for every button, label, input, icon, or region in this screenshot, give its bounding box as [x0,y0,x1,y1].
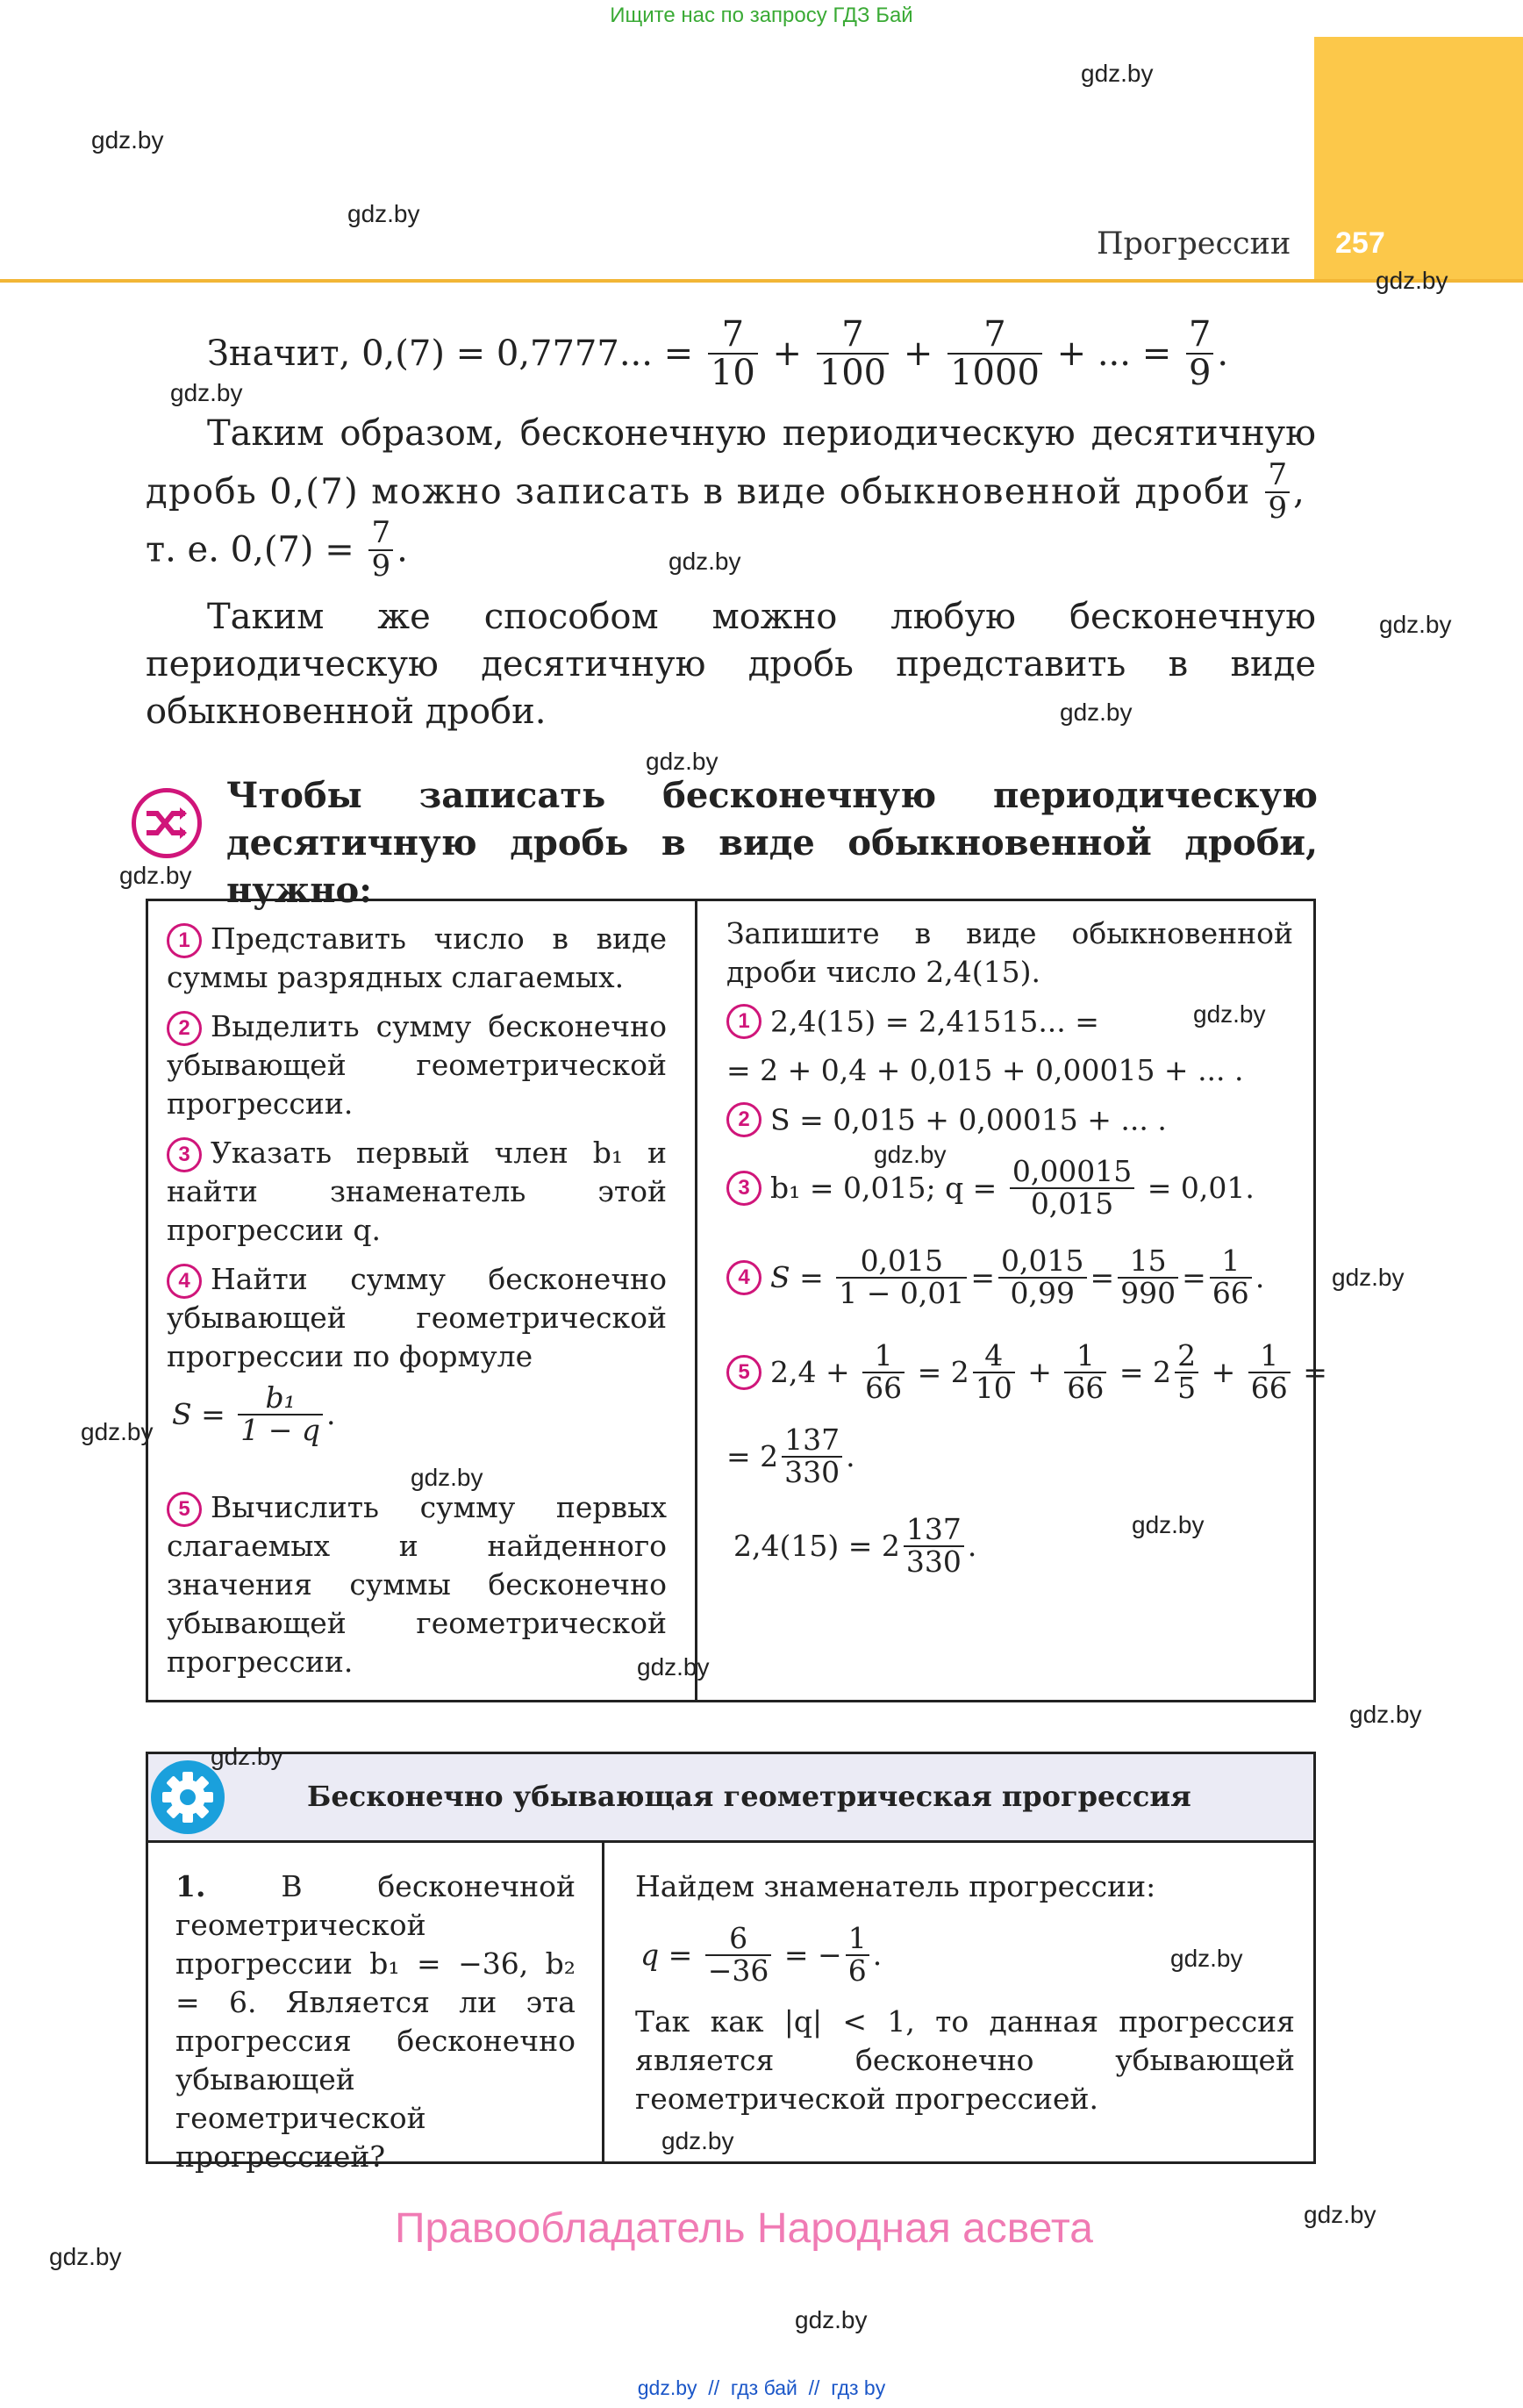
frac-den: 9 [1268,490,1288,526]
para2-text: дробь 0,(7) можно записать в виде обыкновенной дроби [146,471,1251,512]
gear-svg [151,1760,225,1834]
step-3 [167,1134,667,1250]
shuffle-icon [136,792,197,854]
watermark: gdz.by [874,1141,947,1168]
frac-den: 330 [905,1544,962,1579]
frac-num: 6 [705,1924,772,1956]
math-text: S = 0,015 + 0,00015 + ... . [770,1102,1167,1137]
frac-num: 4 [973,1341,1015,1373]
fraction [705,1921,772,1988]
watermark: gdz.by [1060,699,1133,726]
example-badge-3: 3 [726,1171,762,1206]
step-text: Выделить сумму бесконечно убывающей геометрической прогрессии. [167,1009,667,1121]
watermark: gdz.by [1376,267,1448,294]
frac-num: 7 [368,518,393,551]
page-number: 257 [1335,226,1385,260]
math-text: b₁ = 0,015; q = [770,1171,997,1206]
math-text: 2,4 + [770,1355,850,1390]
fraction-7-9 [1265,457,1290,526]
paragraph-2-line3: т. е. 0,(7) = $\frac{7}{9}$ . [146,515,408,584]
fraction [1248,1338,1291,1405]
exercise-conclusion: Так как |q| < 1, то данная прогрессия является бесконечно убывающей геометрической прогрессией. [635,2004,1295,2116]
exercise-solution-intro: Найдем знаменатель прогрессии: [635,1869,1156,1903]
frac-den: 0,015 [1030,1186,1114,1221]
rule-icon [132,788,202,858]
math-text: q = [640,1938,693,1973]
frac-den: 1 − q [240,1412,320,1447]
step-text: Указать первый член b₁ и найти знаменатель этой прогрессии q. [167,1136,667,1247]
frac-num: 15 [1118,1246,1178,1279]
math-text: = 2 [917,1355,969,1390]
fraction-q [1010,1154,1134,1221]
fraction-7-10 [708,316,758,391]
frac-num: 0,015 [836,1246,967,1279]
frac-num: 137 [782,1425,842,1458]
algorithm-divider [695,899,697,1702]
frac-den: 66 [865,1370,903,1405]
example-badge-5: 5 [726,1355,762,1390]
math-text: 2,4(15) = 2 [733,1529,900,1564]
fraction-7-100 [817,316,889,391]
example-answer: 2,4(15) = 2 $\frac{137}{330}$ . [733,1512,977,1579]
header-rule [0,279,1523,283]
watermark: gdz.by [1304,2201,1376,2228]
example-step-5b: = 2 $\frac{137}{330}$ . [726,1423,855,1489]
frac-den: 5 [1177,1370,1197,1405]
example-step-5: 5 2,4 + $\frac{1}{66}$ = 2 $\frac{4}{10}$ + $\frac{1}{66}$ = 2 $\frac{2}{5}$ + $\frac{1}{66}$ = [726,1341,1327,1403]
equation-repeating-7: Значит, 0,(7) = 0,7777... = $\frac{7}{10}$ + $\frac{7}{100}$ + $\frac{7}{1000}$ + ... = $\frac{7}{9}$ . [207,314,1229,393]
step-4-formula: S = $\frac{\text{b₁}}{1 - q}$ . [172,1380,336,1447]
exercise-task [175,1867,576,2176]
frac-num: 1 [1064,1341,1106,1373]
watermark: gdz.by [1332,1264,1405,1291]
frac-num: b₁ [238,1383,323,1415]
frac-den: 100 [819,353,887,393]
section-title: Прогрессии [1097,226,1291,262]
step-2-badge: 2 [167,1011,202,1046]
step-4-badge: 4 [167,1264,202,1299]
watermark: gdz.by [1170,1945,1243,1972]
fraction [846,1921,869,1988]
fraction [782,1425,842,1487]
fraction [998,1243,1086,1310]
step-text: Вычислить сумму первых слагаемых и найденного значения суммы бесконечно убывающей геометрической прогрессии. [167,1490,667,1679]
frac-den: 10 [975,1370,1012,1405]
frac-den: 6 [847,1953,867,1988]
frac-num: 7 [1186,316,1213,355]
task-text: В бесконечной геометрической прогрессии b₁ = −36, b₂ = 6. Является ли эта прогрессия бесконечно убывающей геометрической прогрессией? [175,1869,576,2174]
frac-num: 7 [708,316,758,355]
watermark: gdz.by [1193,1000,1266,1028]
fraction [904,1512,964,1579]
task-number: 1. [175,1869,206,1903]
frac-num: 0,015 [998,1246,1086,1279]
watermark: gdz.by [1081,60,1154,87]
frac-den: 66 [1250,1370,1288,1405]
step-4 [167,1260,667,1376]
example-badge-1: 1 [726,1004,762,1039]
watermark: gdz.by [1379,611,1452,638]
frac-num: 1 [846,1924,869,1956]
watermark: gdz.by [1132,1511,1205,1538]
paragraph-2-line2: дробь 0,(7) можно записать в виде обыкновенной дроби $\frac{7}{9}$ , [146,457,1305,526]
fraction [1118,1243,1178,1310]
frac-num: 1 [1210,1246,1252,1279]
step-1-badge: 1 [167,923,202,958]
frac-den: 66 [1212,1275,1249,1310]
copyright: Правообладатель Народная асвета [395,2205,1093,2252]
example-task: Запишите в виде обыкновенной дроби число 2,4(15). [726,916,1293,989]
exercise-box-title: Бесконечно убывающая геометрическая прогрессия [307,1780,1191,1813]
step-3-badge: 3 [167,1137,202,1172]
watermark: gdz.by [49,2243,122,2270]
frac-den: 66 [1067,1370,1105,1405]
gear-icon [151,1760,225,1834]
frac-den: 9 [371,548,391,584]
watermark: gdz.by [81,1418,154,1445]
example-step-2 [726,1100,1167,1137]
math-text: 2,4(15) = 2,41515... = [770,1004,1099,1039]
step-text: Представить число в виде суммы разрядных слагаемых. [167,921,667,994]
example-step-1b: = 2 + 0,4 + 0,015 + 0,00015 + ... . [726,1053,1244,1087]
math-text: = 0,01. [1147,1171,1255,1206]
top-banner: Ищите нас по запросу ГДЗ Бай [610,4,913,27]
exercise-q-formula: q = $\frac{6}{-36}$ = − $\frac{1}{6}$ . [640,1921,883,1988]
formula-lhs: S = [172,1397,225,1432]
frac-num: 7 [1265,460,1290,493]
frac-num: 7 [817,316,889,355]
eq-prefix: Значит, 0,(7) = 0,7777... = [207,333,694,374]
fraction-7-9 [368,515,393,584]
fraction [1175,1338,1198,1405]
frac-num: 137 [904,1515,964,1547]
watermark: gdz.by [669,548,741,575]
frac-den: 330 [784,1454,840,1489]
watermark: gdz.by [91,126,164,154]
fraction [862,1338,905,1405]
rule-heading: Чтобы записать бесконечную периодическую десятичную дробь в виде обыкновенной дроби, нужно: [226,775,1318,911]
paragraph-2-line1: Таким образом, бесконечную периодическую десятичную [207,413,1316,454]
frac-den: 990 [1120,1275,1176,1310]
watermark: gdz.by [795,2306,868,2333]
example-step-1a [726,1002,1099,1039]
frac-den: 1000 [950,353,1040,393]
para2-eq: т. е. 0,(7) = [146,529,354,570]
step-1 [167,920,667,997]
math-text: = − [783,1938,842,1973]
frac-den: 9 [1188,353,1212,393]
paragraph-3: Таким же способом можно любую бесконечную периодическую десятичную дробь представить в виде обыкновенной дроби. [146,597,1316,732]
fraction [836,1243,967,1310]
frac-den: 1 − 0,01 [839,1275,965,1310]
fraction [973,1338,1015,1405]
frac-den: 0,99 [1010,1275,1075,1310]
eq-dots: + ... = [1056,333,1172,374]
frac-den: 10 [710,353,755,393]
math-text: = 2 [726,1439,779,1474]
frac-num: 1 [862,1341,905,1373]
watermark: gdz.by [411,1464,483,1491]
watermark: gdz.by [211,1743,283,1770]
frac-den: −36 [707,1953,769,1988]
watermark: gdz.by [347,200,420,227]
math-text: = 2 [1119,1355,1172,1390]
frac-num: 1 [1248,1341,1291,1373]
frac-num: 2 [1175,1341,1198,1373]
fraction [1064,1338,1106,1405]
watermark: gdz.by [119,862,192,889]
step-5-badge: 5 [167,1492,202,1527]
fraction-7-9 [1186,316,1213,391]
step-2 [167,1007,667,1123]
fraction-7-1000 [947,316,1042,391]
example-step-4: 4 S = $\frac{0,015}{1 - 0,01}$ = $\frac{0,015}{0,99}$ = $\frac{15}{990}$ = $\frac{1}{66}$ . [726,1246,1264,1308]
step-text: Найти сумму бесконечно убывающей геометрической прогрессии по формуле [167,1262,667,1373]
watermark: gdz.by [1349,1701,1422,1728]
watermark: gdz.by [170,379,243,406]
footer-links[interactable]: gdz.by // гдз бай // гдз by [637,2376,886,2399]
step-5 [167,1488,667,1681]
frac-num: 7 [947,316,1042,355]
frac-num: 0,00015 [1010,1157,1134,1189]
example-badge-2: 2 [726,1102,762,1137]
fraction [1210,1243,1252,1310]
math-text: S = [770,1260,824,1295]
watermark: gdz.by [637,1653,710,1681]
exercise-divider [602,1840,604,2164]
example-badge-4: 4 [726,1260,762,1295]
watermark: gdz.by [646,748,719,775]
watermark: gdz.by [661,2127,734,2154]
